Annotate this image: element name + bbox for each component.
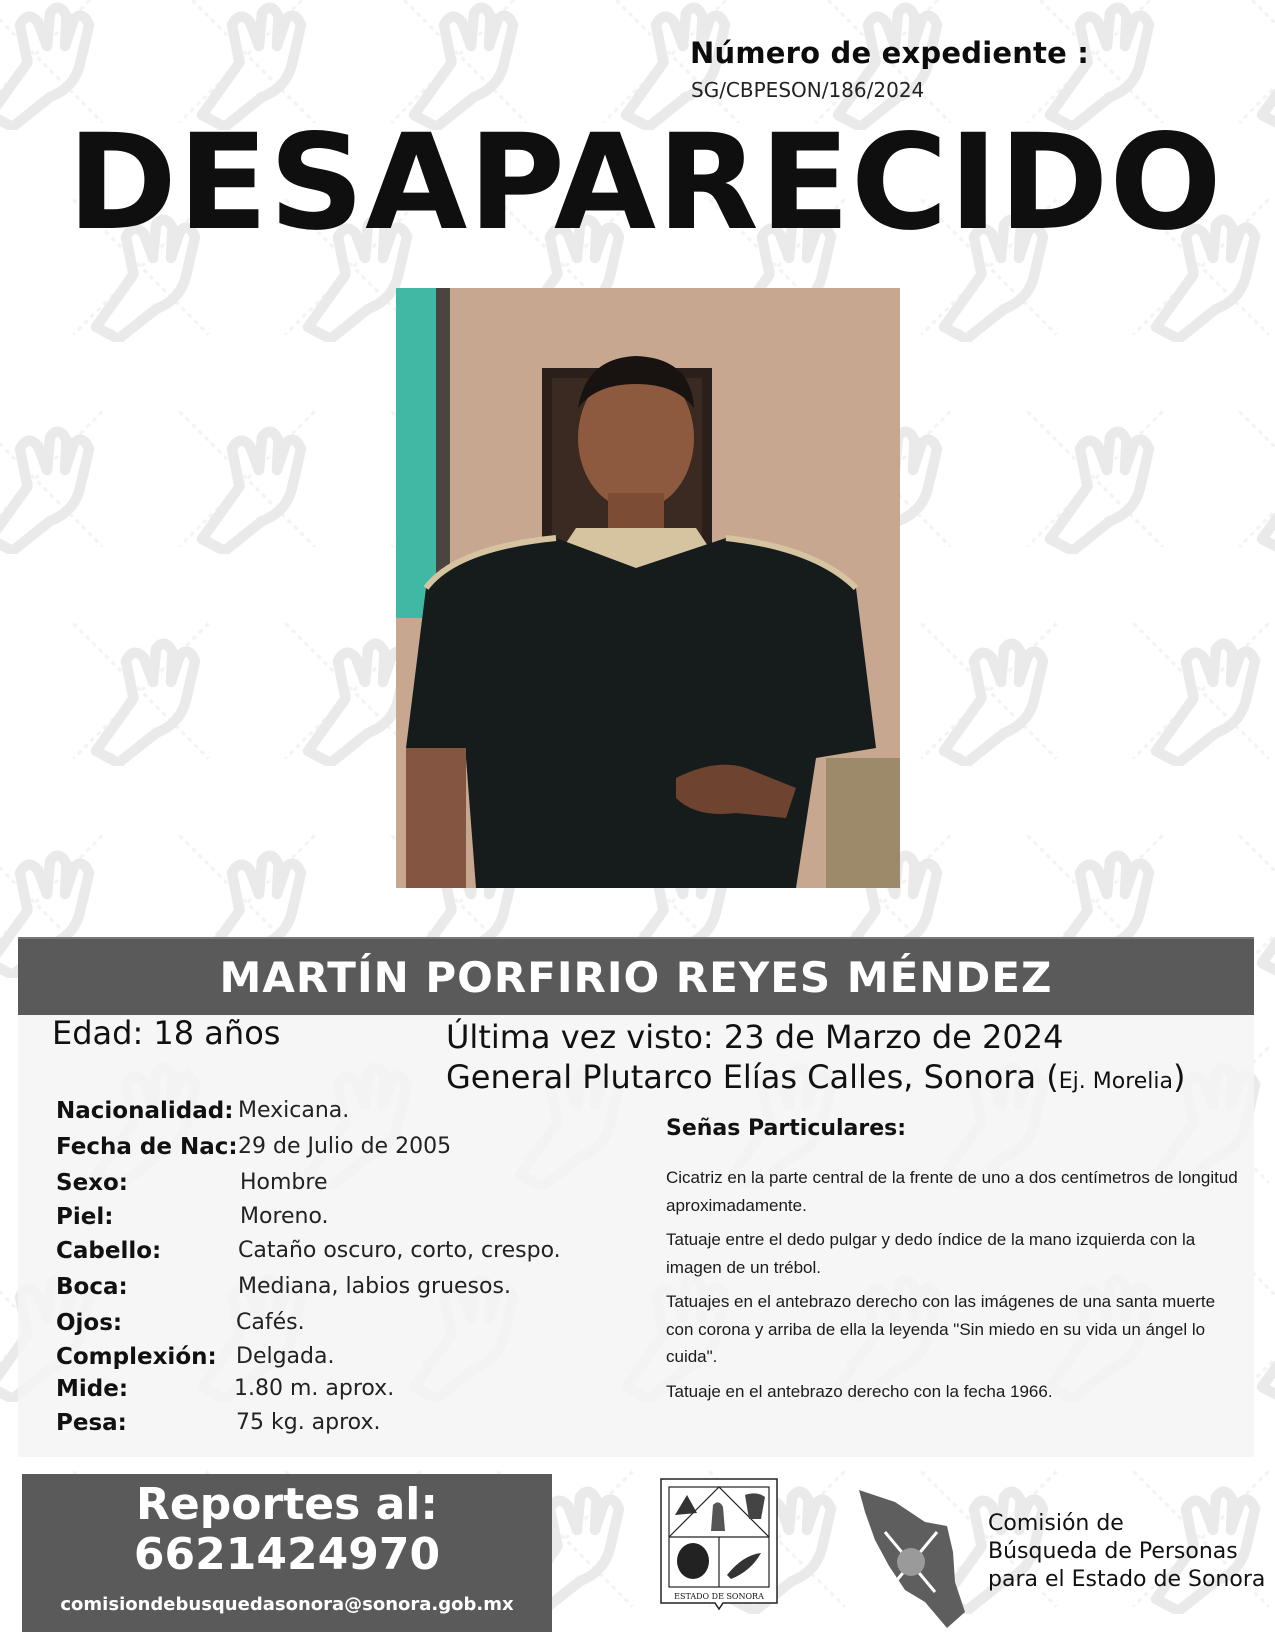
attribute-label: Complexión:: [56, 1344, 217, 1370]
last-seen: [446, 1017, 1186, 1102]
attribute-label: Fecha de Nac:: [56, 1134, 238, 1160]
case-number-label: Número de expediente :: [690, 36, 1090, 70]
commission-line-2: Búsqueda de Personas: [988, 1539, 1238, 1564]
report-title: Reportes al:: [136, 1479, 438, 1530]
person-age: Edad: 18 años: [52, 1014, 281, 1052]
attribute-label: Pesa:: [56, 1410, 127, 1436]
mark-item: Cicatriz en la parte central de la frente de uno a dos centímetros de longitud aproximadamente.: [666, 1168, 1238, 1215]
attribute-value: Mexicana.: [238, 1098, 350, 1123]
mark-item: Tatuaje en el antebrazo derecho con la fecha 1966.: [666, 1381, 1053, 1401]
watermark-hand-icon: [172, 404, 322, 554]
attribute-value: Hombre: [240, 1170, 328, 1195]
report-email[interactable]: comisiondebusquedasonora@sonora.gob.mx: [60, 1594, 514, 1615]
attribute-label: Sexo:: [56, 1170, 128, 1196]
attribute-value: Mediana, labios gruesos.: [238, 1274, 511, 1299]
attribute-value: 29 de Julio de 2005: [238, 1134, 452, 1159]
last-seen-locality: Ej. Morelia: [1058, 1069, 1174, 1094]
attribute-value: Cataño oscuro, corto, crespo.: [238, 1238, 561, 1263]
report-box: [22, 1474, 552, 1632]
coat-caption: ESTADO DE SONORA: [674, 1592, 764, 1601]
watermark-hand-icon: [1126, 616, 1275, 766]
attribute-value: Moreno.: [240, 1204, 329, 1229]
attribute-value: 75 kg. aprox.: [236, 1410, 381, 1435]
last-seen-paren: ): [1173, 1058, 1186, 1096]
commission-line-3: para el Estado de Sonora: [988, 1567, 1266, 1592]
person-name-bar: [18, 937, 1254, 1015]
mark-item: Tatuajes en el antebrazo derecho con las imágenes de una santa muerte con corona y arriba de ella la leyenda "Sin miedo en su vida un ángel lo cuida".: [666, 1292, 1216, 1366]
attribute-label: Nacionalidad:: [56, 1098, 234, 1124]
attribute-value: Delgada.: [236, 1344, 335, 1369]
sonora-coat-of-arms-icon: [657, 1475, 781, 1625]
mark-item: Tatuaje entre el dedo pulgar y dedo índice de la mano izquierda con la imagen de un trébol.: [666, 1230, 1196, 1277]
watermark-hand-icon: [1232, 404, 1275, 554]
attribute-label: Piel:: [56, 1204, 114, 1230]
attribute-value: 1.80 m. aprox.: [234, 1376, 395, 1401]
person-photo-image: [396, 288, 900, 888]
attribute-value: Cafés.: [236, 1310, 305, 1335]
last-seen-place: General Plutarco Elías Calles, Sonora (: [446, 1058, 1059, 1096]
person-photo: [396, 288, 900, 888]
sonora-map-hand-icon: [855, 1482, 975, 1632]
marks-title: Señas Particulares:: [666, 1116, 907, 1141]
watermark-hand-icon: [1020, 404, 1170, 554]
last-seen-location: [446, 1057, 1186, 1102]
case-number: SG/CBPESON/186/2024: [691, 78, 925, 102]
last-seen-date: Última vez visto: 23 de Marzo de 2024: [446, 1018, 1064, 1056]
commission-name: [988, 1510, 1265, 1594]
watermark-hand-icon: [66, 616, 216, 766]
watermark-hand-icon: [0, 404, 110, 554]
attribute-label: Ojos:: [56, 1310, 123, 1336]
headline: DESAPARECIDO: [67, 106, 1223, 260]
attribute-label: Cabello:: [56, 1238, 162, 1264]
watermark-hand-icon: [914, 616, 1064, 766]
marks-list: [666, 1164, 1246, 1412]
report-phone[interactable]: 6621424970: [133, 1529, 441, 1580]
attribute-label: Mide:: [56, 1376, 129, 1402]
attribute-label: Boca:: [56, 1274, 128, 1300]
person-name: MARTÍN PORFIRIO REYES MÉNDEZ: [219, 952, 1053, 1002]
commission-line-1: Comisión de: [988, 1511, 1124, 1536]
